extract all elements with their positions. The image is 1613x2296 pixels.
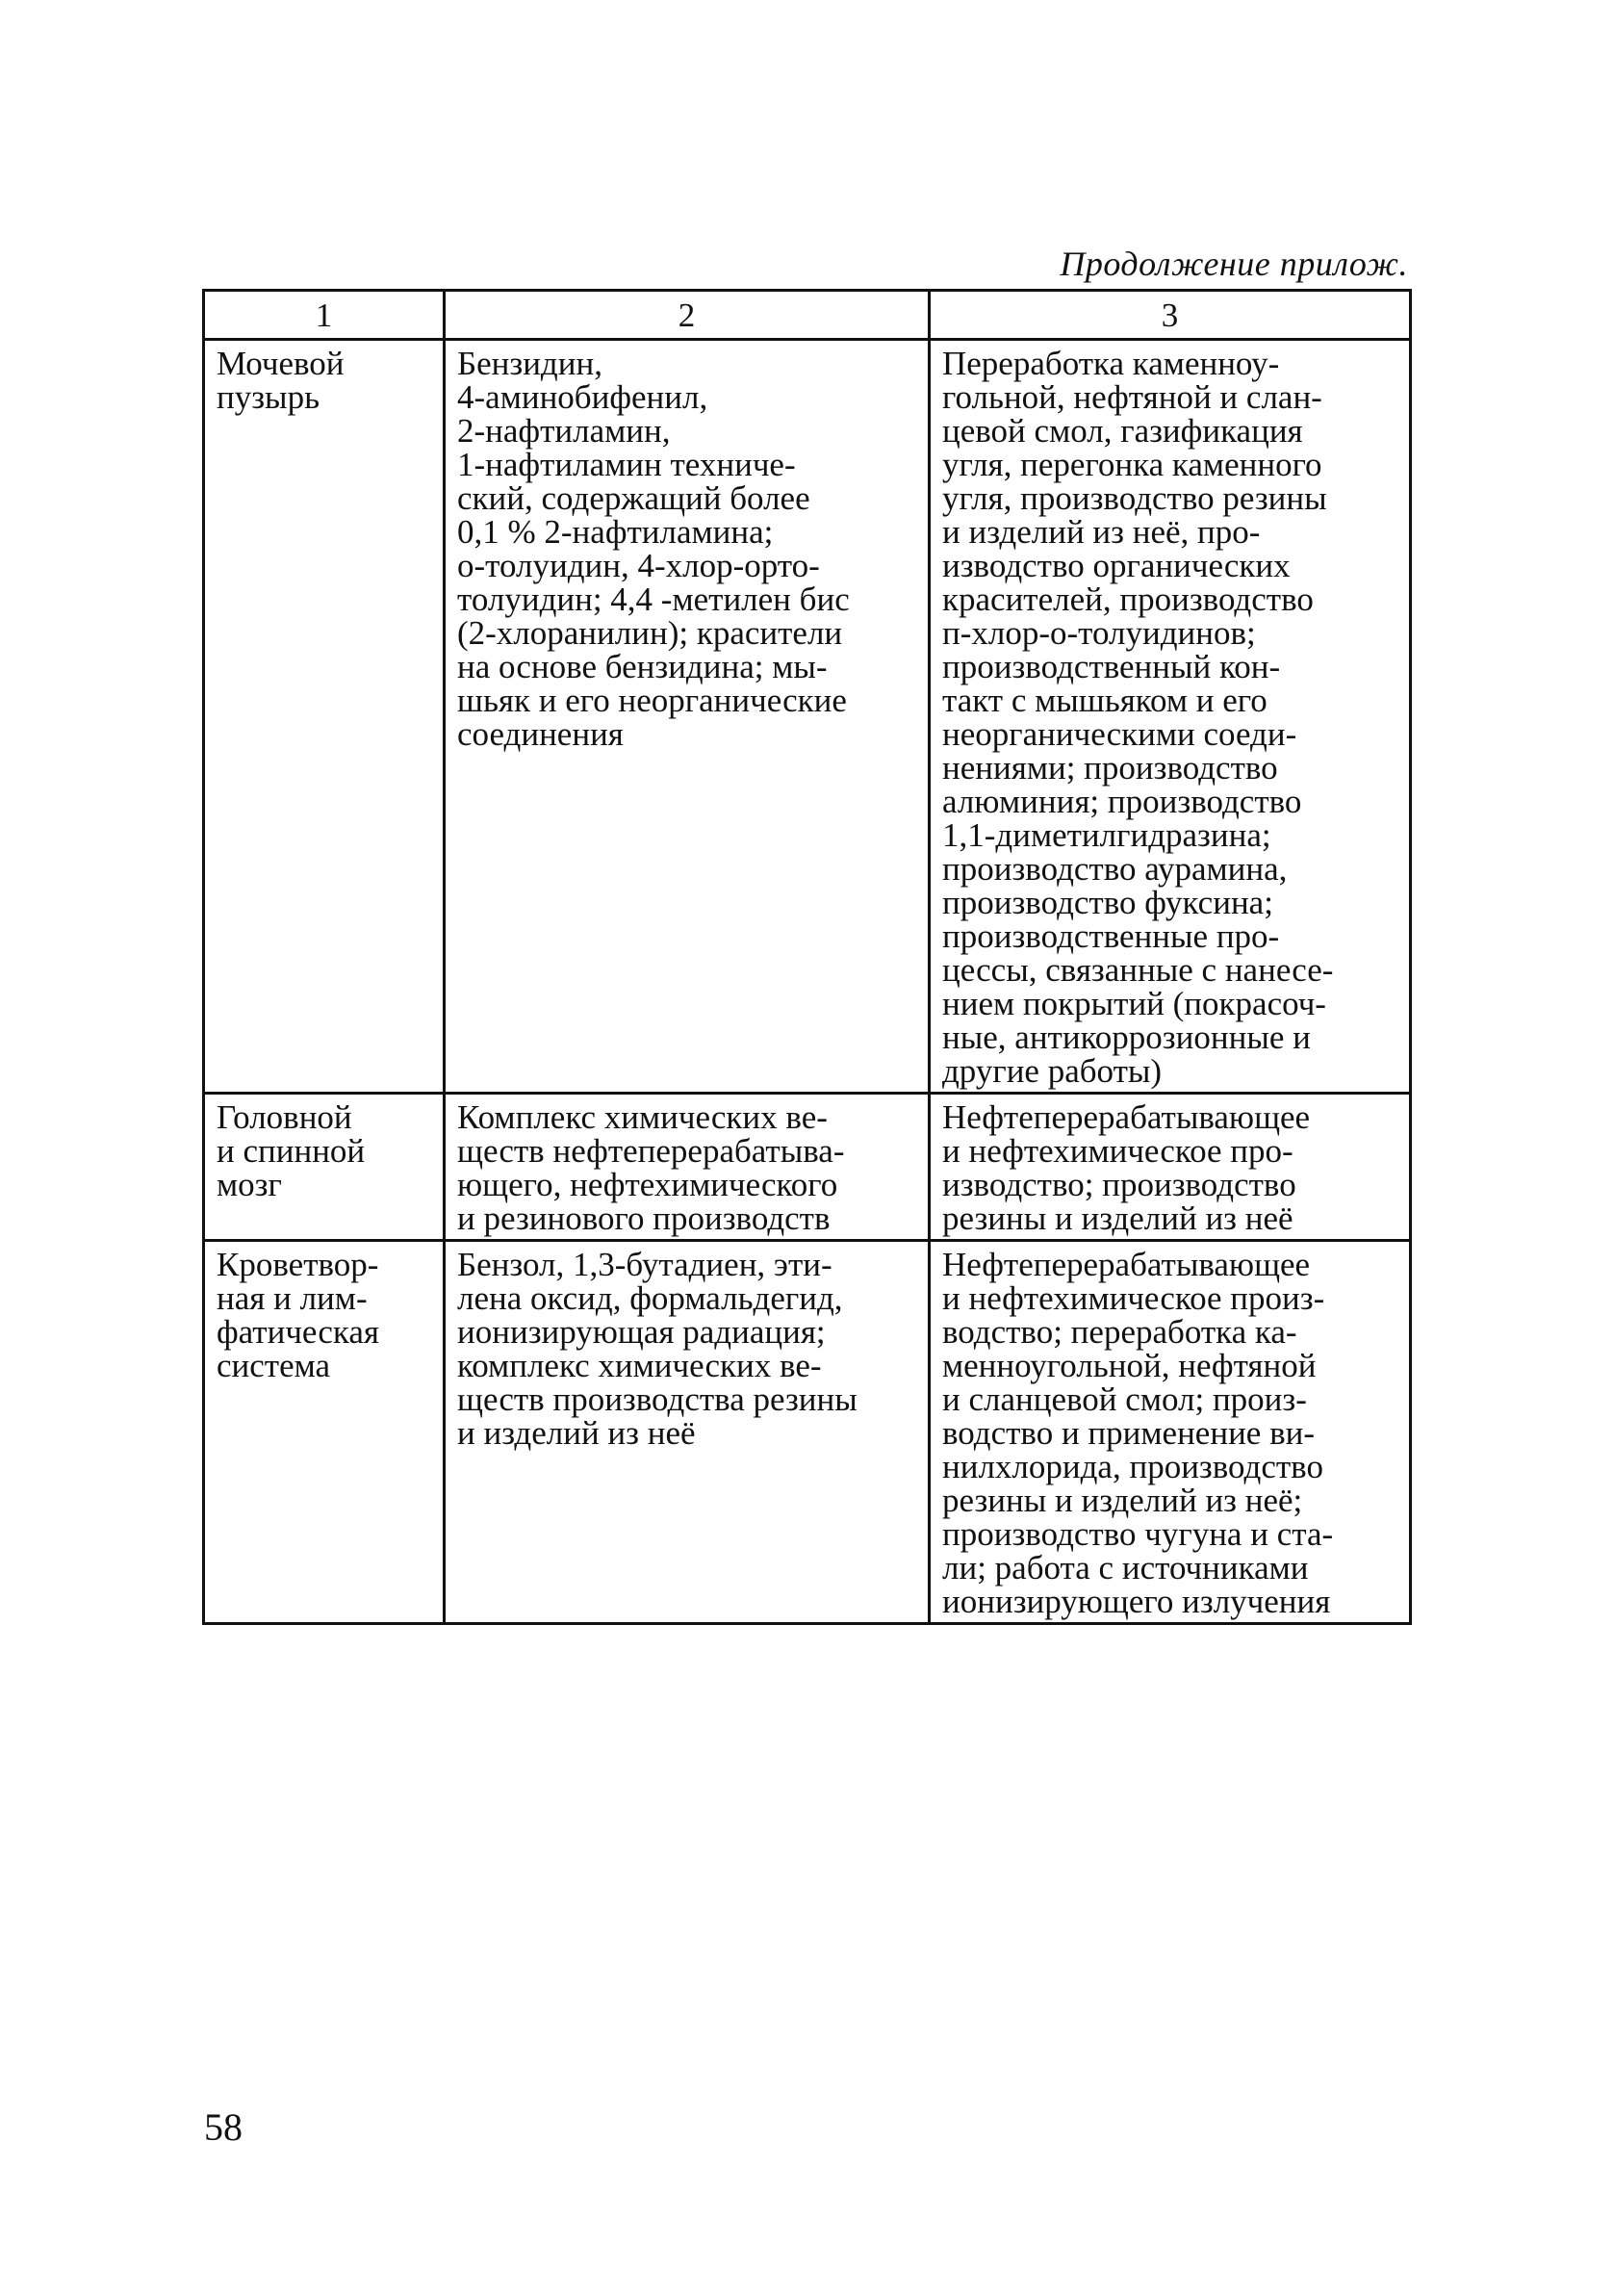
- production-cell: [930, 1094, 1411, 1241]
- production-text: Нефтеперерабатывающее и нефтехимическое про- изводство; производство резины и изделий из неё: [942, 1098, 1311, 1237]
- column-header-3: 3: [930, 291, 1411, 340]
- organ-text: Мочевой пузырь: [217, 345, 345, 416]
- column-header-2: 2: [445, 291, 930, 340]
- agents-cell: [445, 340, 930, 1094]
- production-cell: [930, 340, 1411, 1094]
- appendix-table-container: [202, 289, 1409, 1625]
- agents-text: Бензидин, 4-аминобифенил, 2-нафтиламин, 1-нафтиламин техниче- ский, содержащий более 0,1 % 2-нафтиламина; о-толуидин, 4-хлор-орто- толуидин; 4,4 -метилен бис (2-хлоранилин); красители на основе бензидина; мы- шьяк и его неорганические соединения: [457, 345, 850, 753]
- production-text: Переработка каменноу- гольной, нефтяной и слан- цевой смол, газификация угля, перегонка каменного угля, производство резины и изделий из неё, про- изводство органических красителей, производство п-хлор-о-толуидинов; производственный кон- такт с мышьяком и его неорганическими соеди- нениями; производство алюминия; производство 1,1-диметилгидразина; производство аурамина, производство фуксина; производственные про- цессы, связанные с нанесе- нием покрытий (покрасоч- ные, антикоррозионные и другие работы): [942, 345, 1334, 1090]
- production-cell: [930, 1241, 1411, 1624]
- organ-text: Головной и спинной мозг: [217, 1098, 366, 1203]
- production-text: Нефтеперерабатывающее и нефтехимическое произ- водство; переработка ка- менноугольной, нефтяной и сланцевой смол; произ- водство и применение ви- нилхлорида, производство резины и изделий из неё; производство чугуна и ста- ли; работа с источниками ионизирующего излучения: [942, 1246, 1334, 1620]
- agents-cell: [445, 1094, 930, 1241]
- appendix-table: [202, 289, 1412, 1625]
- agents-text: Бензол, 1,3-бутадиен, эти- лена оксид, формальдегид, ионизирующая радиация; комплекс химических ве- ществ производства резины и изделий из неё: [457, 1246, 858, 1452]
- organ-text: Кроветвор- ная и лим- фатическая система: [217, 1246, 379, 1384]
- page-number: 58: [204, 2105, 243, 2149]
- organ-cell: [204, 1094, 445, 1241]
- table-row: [204, 1094, 1411, 1241]
- agents-cell: [445, 1241, 930, 1624]
- organ-cell: [204, 1241, 445, 1624]
- continuation-label: Продолжение прилож.: [1060, 245, 1408, 283]
- table-row: [204, 340, 1411, 1094]
- table-row: [204, 1241, 1411, 1624]
- organ-cell: [204, 340, 445, 1094]
- table-header-row: [204, 291, 1411, 340]
- column-header-1: 1: [204, 291, 445, 340]
- agents-text: Комплекс химических ве- ществ нефтеперерабатыва- ющего, нефтехимического и резинового производств: [457, 1098, 845, 1237]
